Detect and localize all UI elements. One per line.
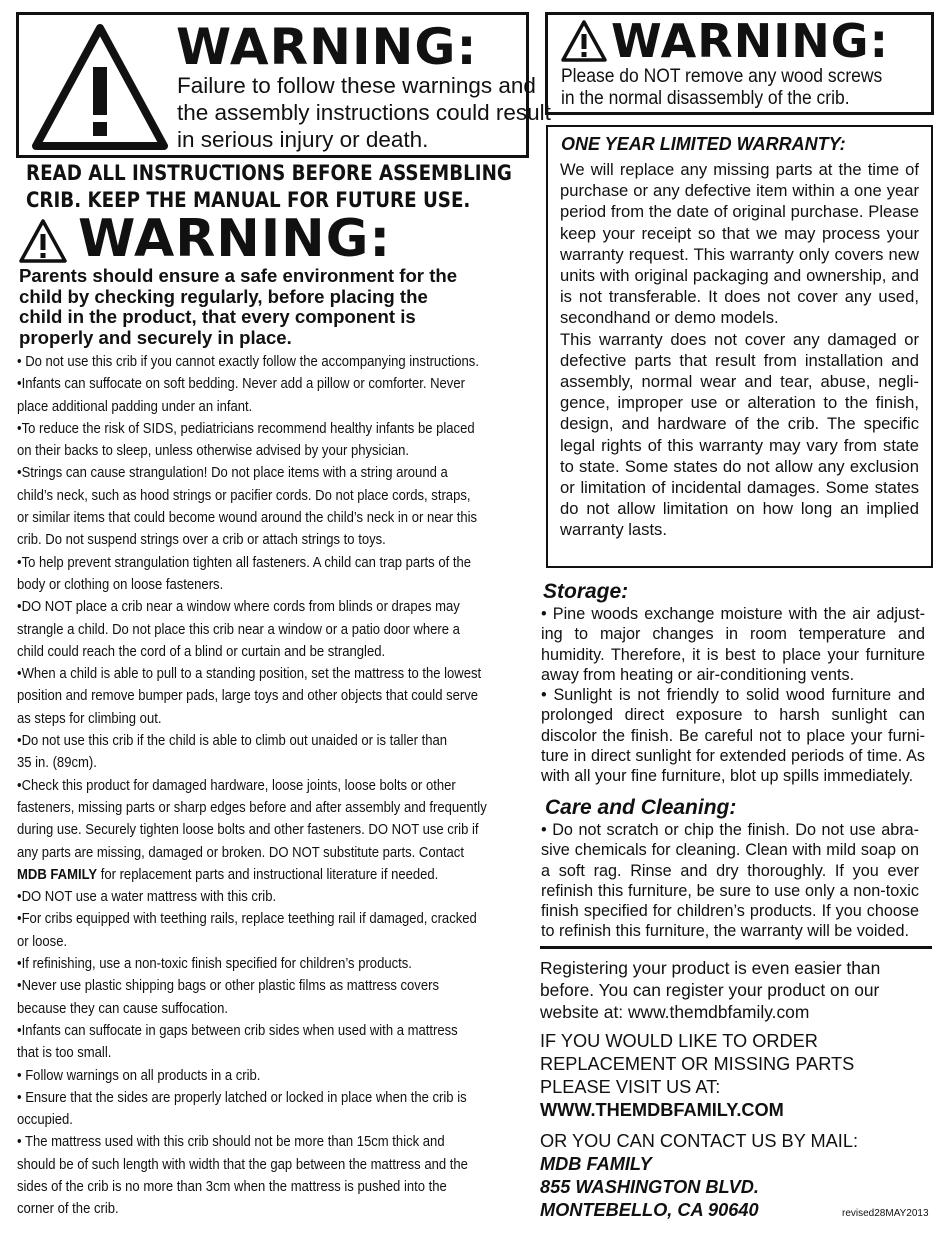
warning-triangle-icon (560, 19, 608, 63)
list-item: • Follow warnings on all products in a crib. (17, 1066, 261, 1084)
list-item: •To reduce the risk of SIDS, pediatricians recommend healthy infants be placed (17, 419, 475, 437)
list-item: fasteners, missing parts or sharp edges before and after assembly and frequently (17, 798, 487, 816)
list-item: • The mattress used with this crib should not be more than 15cm thick and (17, 1133, 445, 1151)
list-item: •Infants can suffocate in gaps between crib sides when used with a mattress (17, 1021, 458, 1039)
warning-title-screws: WARNING: (611, 14, 889, 68)
warranty-paragraph: We will replace any missing parts at the time of purchase or any defective item within a one year period from the date of original purchase. Please keep your receipt so that we may process your warranty request. This warranty only covers new units with original packaging and ownership, and is not transferable. It does not cover any used, secondhand or demo models. (560, 160, 919, 328)
list-item: any parts are missing, damaged or broken. DO NOT substitute parts. Contact (17, 843, 464, 861)
storage-paragraph: • Sunlight is not friendly to solid wood furniture and prolonged direct exposure to harsh sunlight can discolor the finish. Be careful not to place your furni-ture in direct sunlight for extended periods of time. As with all your fine furniture, blot up spills immediately. (541, 686, 925, 786)
list-item: during use. Securely tighten loose bolts and other fasteners. DO NOT use crib if (17, 821, 479, 839)
list-item: •To help prevent strangulation tighten all fasteners. A child can trap parts of the (17, 553, 472, 571)
list-item: should be of such length with width that the gap between the mattress and the (17, 1155, 468, 1173)
divider (540, 946, 932, 949)
list-item: •If refinishing, use a non-toxic finish specified for children’s products. (17, 955, 412, 973)
revision-date: revised28MAY2013 (842, 1208, 929, 1219)
storage-text (541, 604, 925, 787)
read-all-instructions: READ ALL INSTRUCTIONS BEFORE ASSEMBLING CRIB. KEEP THE MANUAL FOR FUTURE USE. (26, 161, 512, 212)
list-item: •Infants can suffocate on soft bedding. Never add a pillow or comforter. Never (17, 375, 465, 393)
list-item: place additional padding under an infant. (17, 397, 253, 415)
list-item: child could reach the cord of a blind or curtain and be strangled. (17, 642, 386, 660)
list-item: as steps for climbing out. (17, 709, 162, 727)
list-item: or loose. (17, 932, 68, 950)
list-item: corner of the crib. (17, 1200, 119, 1218)
list-item: •Do not use this crib if the child is able to climb out unaided or is taller than (17, 732, 448, 750)
crib-safety-bullets (17, 351, 621, 1221)
list-item: MDB FAMILY for replacement parts and instructional literature if needed. (17, 865, 439, 883)
list-item: position and remove bumper pads, large toys and other objects that could serve (17, 687, 479, 705)
list-item: •For cribs equipped with teething rails, replace teething rail if damaged, cracked (17, 910, 477, 928)
warning-title-parents: WARNING: (78, 209, 392, 269)
storage-title: Storage: (543, 580, 629, 603)
list-item: or similar items that could become wound around the child’s neck in or near this (17, 509, 478, 527)
register-text: Registering your product is even easier than before. You can register your product on our website at: www.themdbfamily.com (540, 958, 881, 1022)
website-link[interactable]: WWW.THEMDBFAMILY.COM (540, 1100, 784, 1120)
list-item: •Check this product for damaged hardware, loose joints, loose bolts or other (17, 776, 456, 794)
list-item: that is too small. (17, 1044, 112, 1062)
mail-contact: OR YOU CAN CONTACT US BY MAIL: MDB FAMILY 855 WASHINGTON BLVD. MONTEBELLO, CA 90640 (540, 1131, 859, 1220)
warning-text-main: Failure to follow these warnings and the assembly instructions could result in serious injury or death. (177, 73, 551, 152)
warranty-title: ONE YEAR LIMITED WARRANTY: (561, 134, 846, 154)
list-item: occupied. (17, 1111, 73, 1129)
care-text (541, 820, 919, 942)
storage-paragraph: • Pine woods exchange moisture with the air adjust-ing to major changes in room temperature and humidity. Therefore, it is best to place your furniture away from heating or air-conditioning vents. (541, 605, 925, 684)
brand-name: MDB FAMILY (17, 865, 98, 883)
list-item: crib. Do not suspend strings over a crib or attach strings to toys. (17, 531, 386, 549)
list-item: • Do not use this crib if you cannot exactly follow the accompanying instructions. (17, 353, 479, 370)
list-item: child’s neck, such as hood strings or pacifier cords. Do not place cords, straps, (17, 486, 471, 504)
list-item: on their backs to sleep, unless otherwise advised by your physician. (17, 442, 410, 460)
parents-warning-intro: Parents should ensure a safe environment for the child by checking regularly, before placing the child in the product, that every component is properly and securely in place. (19, 265, 458, 348)
list-item: strangle a child. Do not place this crib near a window or a patio door where a (17, 620, 460, 638)
list-item: •DO NOT place a crib near a window where cords from blinds or drapes may (17, 598, 460, 616)
care-paragraph: • Do not scratch or chip the finish. Do not use abra-sive chemicals for cleaning. Clean with mild soap on a soft rag. Rinse and dry thoroughly. If you ever refinish this furniture, be sure to use only a non-toxic finish specified for children’s products. If you choose to refinish this furniture, the warranty will be voided. (541, 821, 919, 941)
list-item: •When a child is able to pull to a standing position, set the mattress to the lowest (17, 665, 482, 683)
list-item: body or clothing on loose fasteners. (17, 575, 224, 593)
warning-text-screws: Please do NOT remove any wood screws in the normal disassembly of the crib. (561, 66, 883, 109)
warranty-paragraph: This warranty does not cover any damaged or defective parts that result from installation and assembly, normal wear and tear, abuse, negli-gence, improper use or alteration to the finish, design, and hardware of the crib. The specific legal rights of this warranty may vary from state to state. Some states do not allow any exclusion or limitation of incidental damages. Some states do not allow limitation on how long an implied warranty lasts. (560, 329, 919, 540)
list-item: sides of the crib is no more than 3cm when the mattress is pushed into the (17, 1177, 447, 1195)
warning-title-main: WARNING: (176, 18, 478, 76)
list-item: 35 in. (89cm). (17, 754, 97, 772)
order-text: IF YOU WOULD LIKE TO ORDER REPLACEMENT OR MISSING PARTS PLEASE VISIT US AT: WWW.THEMDBFAMILY.COM (540, 1031, 855, 1120)
list-item: because they can cause suffocation. (17, 999, 229, 1017)
warranty-text (560, 159, 919, 541)
list-item: •Strings can cause strangulation! Do not place items with a string around a (17, 464, 448, 482)
list-item: • Ensure that the sides are properly latched or locked in place when the crib is (17, 1088, 467, 1106)
care-title: Care and Cleaning: (545, 796, 737, 819)
list-item: •DO NOT use a water mattress with this crib. (17, 888, 277, 906)
warning-triangle-icon (18, 218, 68, 264)
warning-triangle-icon (30, 22, 170, 152)
list-item: •Never use plastic shipping bags or other plastic films as mattress covers (17, 977, 439, 995)
